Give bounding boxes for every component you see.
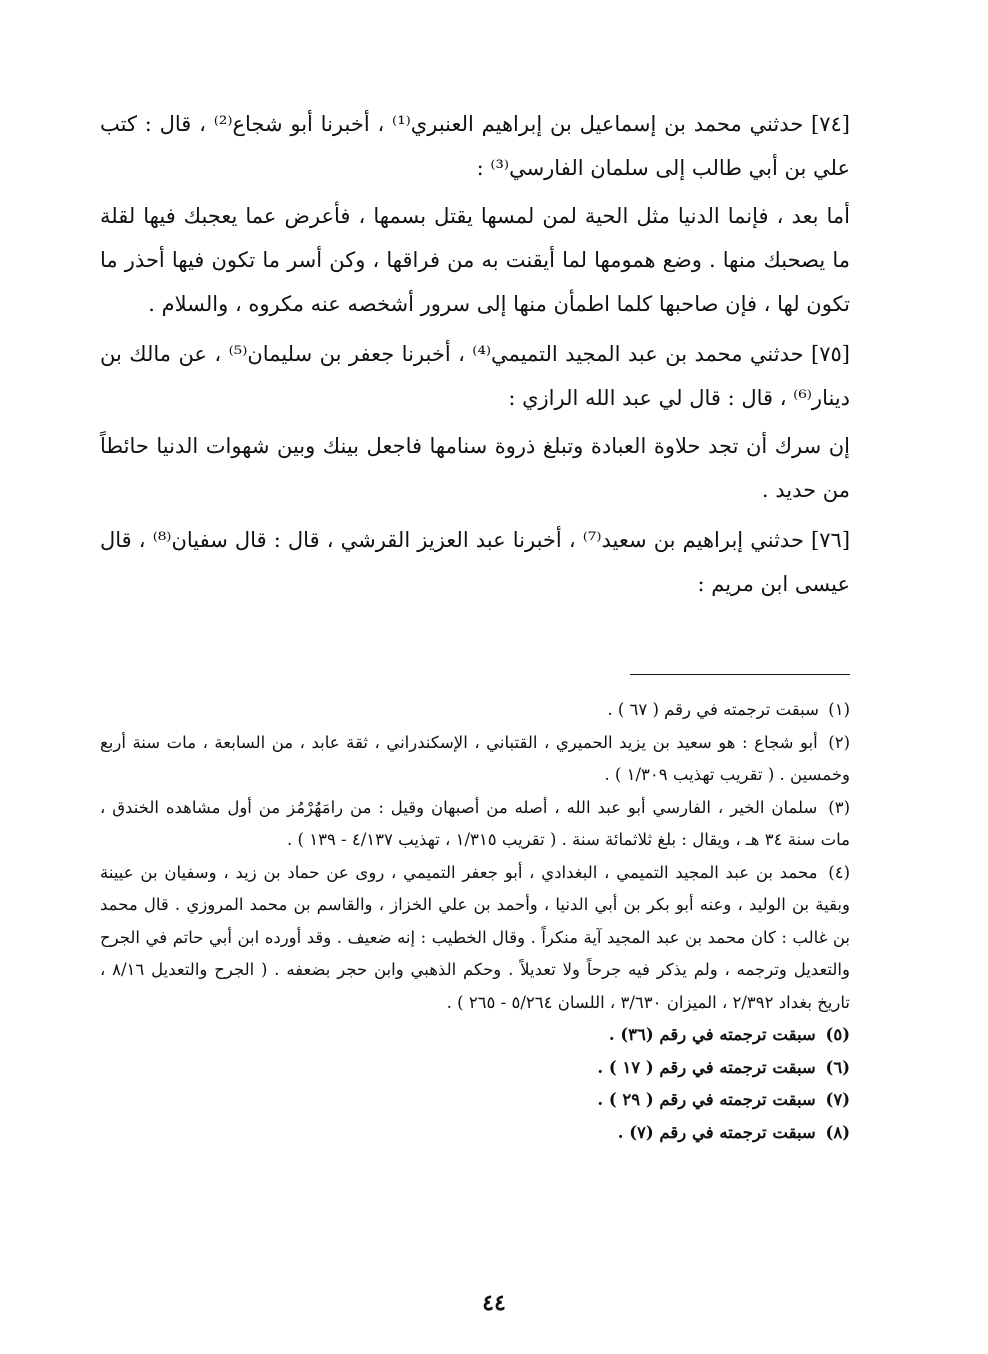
footnote-4 — [100, 857, 850, 1020]
footnote-1 — [100, 694, 850, 727]
footnote-2 — [100, 727, 850, 792]
footnotes — [100, 694, 850, 1149]
hadith-74-isnad: [٧٤] حدثني محمد بن إسماعيل بن إبراهيم العنبري⁽¹⁾ ، أخبرنا أبو شجاع⁽²⁾ ، قال : كتب علي بن أبي طالب إلى سلمان الفارسي⁽³⁾ : — [100, 112, 850, 180]
hadith-75-text: إن سرك أن تجد حلاوة العبادة وتبلغ ذروة سنامها فاجعل بينك وبين شهوات الدنيا حائطاً من حديد . — [100, 434, 850, 502]
footnote-text: سبقت ترجمته في رقم (٣٦) . — [608, 1025, 816, 1044]
main-text — [100, 102, 850, 610]
footnote-text: محمد بن عبد المجيد التميمي ، البغدادي ، أبو جعفر التميمي ، روى عن حماد بن زيد ، وسفيان بن عيينة وبقية بن الوليد ، وعنه أبو بكر بن أبي الدنيا ، وأحمد بن علي الخزاز ، والقاسم بن محمد المروزي . قال محمد بن غالب : كان محمد بن عبد المجيد آية منكراً . وقال الخطيب : إنه ضعيف . وقد أورده ابن أبي حاتم في الجرح والتعديل وترجمه ، ولم يذكر فيه جرحاً ولا تعديلاً . وحكم الذهبي وابن حجر بضعفه . ( الجرح والتعديل ٨/١٦ ، تاريخ بغداد ٢/٣٩٢ ، الميزان ٣/٦٣٠ ، اللسان ٥/٢٦٤ - ٢٦٥ ) . — [100, 862, 850, 1012]
footnote-8 — [100, 1117, 850, 1150]
footnote-text: سبقت ترجمته في رقم ( ٦٧ ) . — [607, 700, 819, 719]
footnote-text: سلمان الخير ، الفارسي أبو عبد الله ، أصله من أصبهان وقيل : من رامَهُرْمُز من أول مشاهده الخندق ، مات سنة ٣٤ هـ ، ويقال : بلغ ثلاثمائة سنة . ( تقريب ١/٣١٥ ، تهذيب ٤/١٣٧ - ١٣٩ ) . — [100, 797, 850, 849]
footnote-number: (٥) — [825, 1025, 850, 1044]
footnote-number: (٨) — [825, 1122, 850, 1142]
footnote-text: سبقت ترجمته في رقم ( ٢٩ ) . — [597, 1090, 816, 1109]
footnote-text: سبقت ترجمته في رقم (٧) . — [617, 1122, 816, 1142]
page-number: ٤٤ — [482, 1290, 506, 1316]
footnote-number: (٢) — [828, 732, 850, 752]
hadith-74-text: أما بعد ، فإنما الدنيا مثل الحية لمن لمسها يقتل بسمها ، فأعرض عما يعجبك فيها لقلة ما يصحبك منها . وضع همومها لما أيقنت به من فراقها ، وكن أسر ما تكون فيها أحذر ما تكون لها ، فإن صاحبها كلما اطمأن منها إلى سرور أشخصه عنه مكروه ، والسلام . — [100, 204, 850, 316]
hadith-75-isnad: [٧٥] حدثني محمد بن عبد المجيد التميمي⁽⁴⁾ ، أخبرنا جعفر بن سليمان⁽⁵⁾ ، عن مالك بن دينار⁽⁶⁾ ، قال : قال لي عبد الله الرازي : — [100, 342, 850, 410]
footnote-7 — [100, 1084, 850, 1117]
footnote-6 — [100, 1052, 850, 1085]
footnote-number: (٣) — [828, 797, 850, 817]
footnote-5 — [100, 1019, 850, 1052]
footnote-number: (٧) — [825, 1090, 850, 1109]
footnote-text: سبقت ترجمته في رقم ( ١٧ ) . — [597, 1057, 816, 1077]
footnote-separator — [630, 674, 850, 675]
footnote-text: أبو شجاع : هو سعيد بن يزيد الحميري ، القتباني ، الإسكندراني ، ثقة عابد ، من السابعة ، مات سنة أربع وخمسين . ( تقريب تهذيب ١/٣٠٩ ) . — [100, 732, 850, 784]
footnote-number: (٦) — [825, 1057, 850, 1077]
footnote-number: (١) — [828, 700, 850, 719]
footnote-3 — [100, 792, 850, 857]
footnote-number: (٤) — [828, 862, 850, 882]
hadith-76-isnad: [٧٦] حدثني إبراهيم بن سعيد⁽⁷⁾ ، أخبرنا عبد العزيز القرشي ، قال : قال سفيان⁽⁸⁾ ، قال عيسى ابن مريم : — [100, 528, 851, 596]
